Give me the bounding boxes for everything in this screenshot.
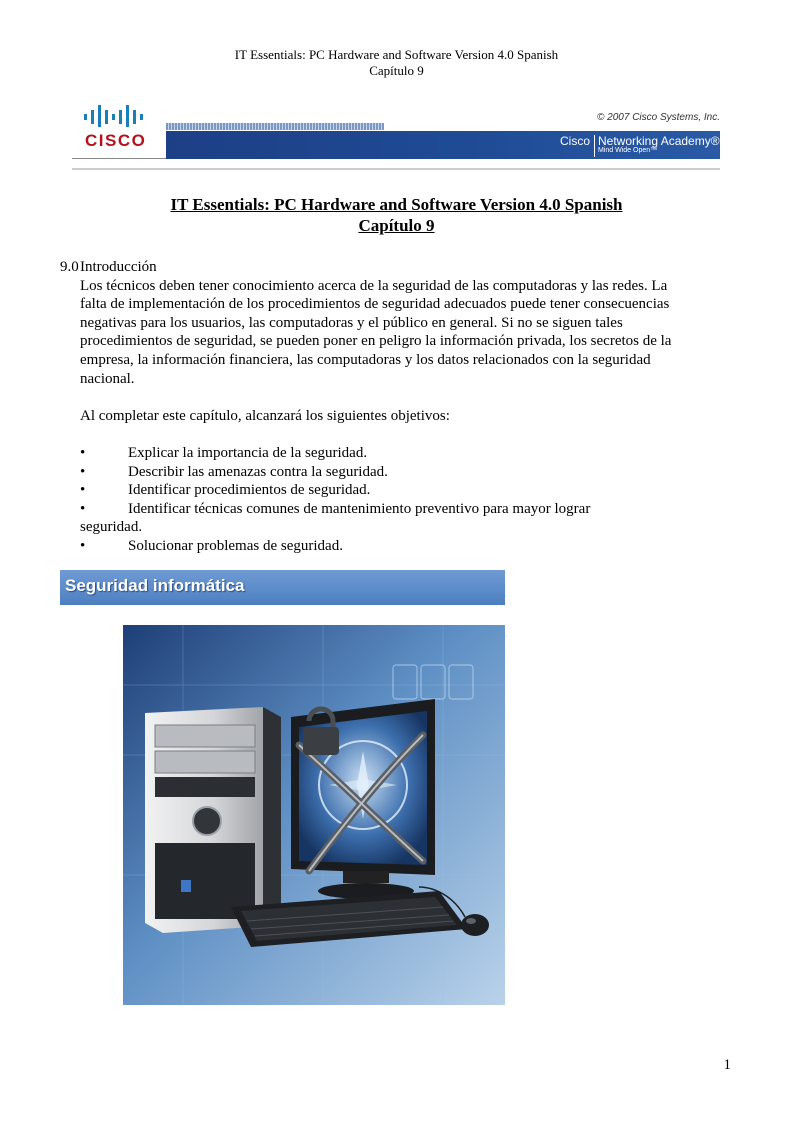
list-item-continuation: seguridad. <box>80 519 143 536</box>
running-header <box>0 47 793 79</box>
section-number: 9.0 <box>60 259 79 275</box>
desktop-tower <box>145 707 281 933</box>
document-title <box>0 194 793 236</box>
cisco-logo-text: CISCO <box>85 131 147 150</box>
banner-copyright: © 2007 Cisco Systems, Inc. <box>597 112 720 123</box>
bullet: • <box>80 500 86 517</box>
logo-underline <box>72 158 166 159</box>
list-item: • Identificar procedimientos de seguridad. <box>80 482 371 499</box>
list-item: • Identificar técnicas comunes de mantenimiento preventivo para mayor lograr seguridad. <box>80 500 680 537</box>
bullet: • <box>80 463 86 480</box>
document-title-line1: IT Essentials: PC Hardware and Software Version 4.0 Spanish <box>170 195 623 214</box>
list-item: • Explicar la importancia de la seguridad. <box>80 444 368 461</box>
bullet: • <box>80 444 86 461</box>
banner-band <box>166 131 720 159</box>
objectives-intro: Al completar este capítulo, alcanzará los siguientes objetivos: <box>80 407 450 424</box>
brand-tagline: Mind Wide Open™ <box>598 147 658 154</box>
brand-networking-academy: Networking Academy® <box>598 134 720 148</box>
section-content <box>60 258 680 556</box>
objectives-list <box>60 444 680 556</box>
figure-title-bar <box>60 570 505 605</box>
page-number: 1 <box>723 1057 731 1073</box>
cisco-bridge-icon <box>84 105 144 127</box>
intro-paragraph: Los técnicos deben tener conocimiento acerca de la seguridad de las computadoras y las redes. La falta de implementación de los procedimientos de seguridad adecuados puede tener consecuencias negativas para los usuarios, las computadoras y el público en general. Si no se siguen tales procedimientos de seguridad, se pueden poner en peligro la información privada, los secretos de la empresa, la información financiera, las computadoras y los datos relacionados con la seguridad nacional. <box>80 277 672 387</box>
brand-divider <box>594 135 595 157</box>
cisco-banner <box>72 98 720 170</box>
running-header-line1: IT Essentials: PC Hardware and Software Version 4.0 Spanish <box>234 47 559 62</box>
figure-title: Seguridad informática <box>65 576 245 595</box>
brand-cisco: Cisco <box>559 134 590 148</box>
banner-stripes <box>166 123 384 130</box>
section-heading-text: Introducción <box>80 259 157 275</box>
document-title-line2: Capítulo 9 <box>358 216 435 235</box>
section-heading <box>60 258 680 277</box>
networking-academy-brand <box>544 133 720 161</box>
computer-security-illustration <box>123 625 505 1005</box>
list-item: • Solucionar problemas de seguridad. <box>80 537 343 554</box>
list-item: • Describir las amenazas contra la seguridad. <box>80 463 388 480</box>
bullet: • <box>80 537 86 554</box>
running-header-line2: Capítulo 9 <box>369 63 424 78</box>
bullet: • <box>80 482 86 499</box>
banner-bottom-rule <box>72 168 720 170</box>
